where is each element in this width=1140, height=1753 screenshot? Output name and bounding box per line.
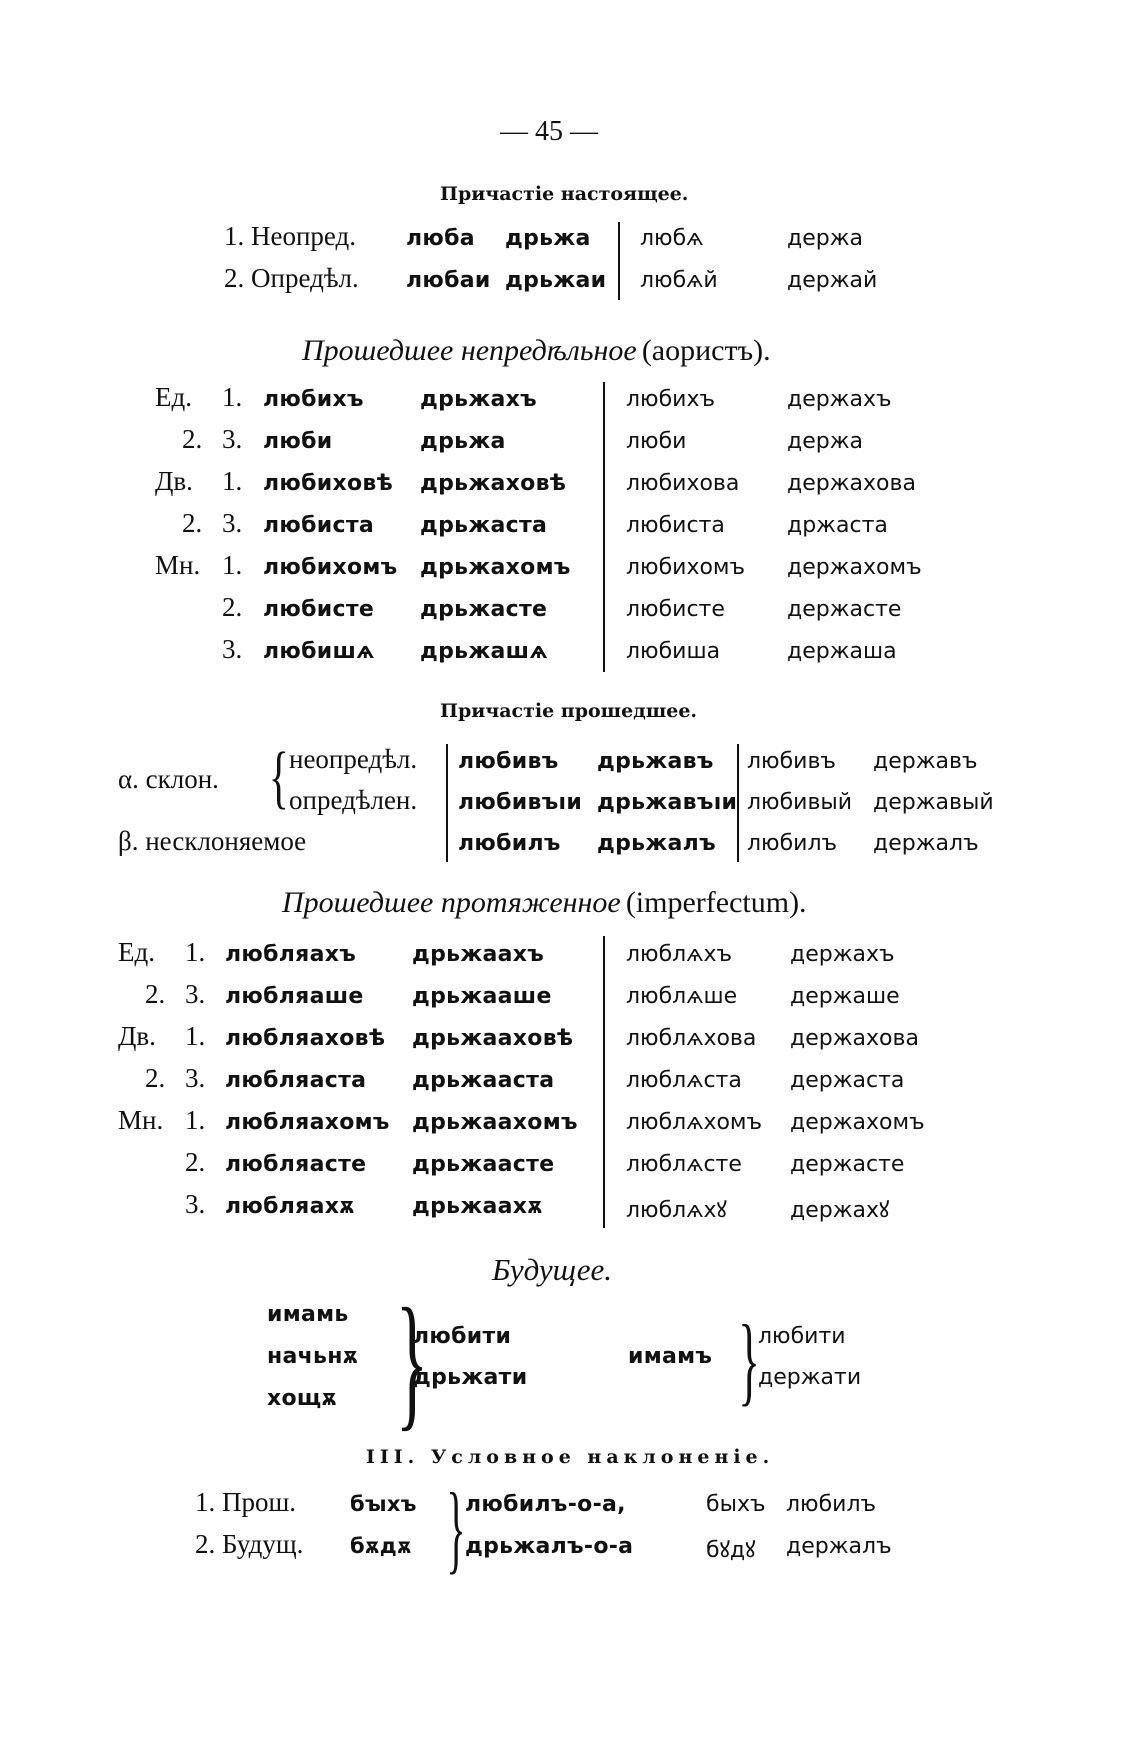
conditional-form: любилъ-о-а,: [465, 1492, 626, 1517]
infinitive-russian: держати: [758, 1365, 862, 1390]
russian-form: любѧ: [640, 226, 704, 251]
cs-form: дрьжалъ: [597, 831, 716, 856]
infinitive: любити: [413, 1324, 512, 1349]
cs-form: любиста: [263, 513, 375, 538]
russian-form: держасте: [787, 597, 902, 622]
column-divider: [603, 382, 605, 672]
aux-verb: бѫдѫ: [350, 1534, 412, 1558]
russian-form: держахꙋ: [790, 1198, 890, 1223]
person-label: 3.: [222, 508, 243, 538]
aux-verb: хощѫ: [267, 1386, 337, 1411]
aorist-title-plain: (аористъ).: [641, 334, 771, 367]
number-label: Мн.: [155, 550, 201, 580]
row-label: 2. Будущ.: [195, 1529, 304, 1559]
cs-form: дрьжаахѫ: [412, 1194, 543, 1219]
cs-form: люба: [406, 226, 475, 251]
russian-form: держаша: [787, 639, 897, 664]
row-label: 2. Опредѣл.: [224, 263, 359, 293]
column-divider: [446, 744, 448, 862]
conditional-form-russian: любилъ: [786, 1492, 877, 1517]
cs-form: дрьжаахъ: [412, 942, 545, 967]
cs-form: дрьжааста: [412, 1068, 555, 1093]
alpha-label: α. склон.: [118, 764, 219, 794]
russian-form: любисте: [626, 597, 725, 622]
number-label: Ед.: [155, 382, 192, 412]
beta-label: β. несклоняемое: [118, 826, 307, 856]
person-label: 3.: [185, 1063, 206, 1093]
russian-form: држаста: [787, 513, 888, 538]
cs-form: дрьжаасте: [412, 1152, 555, 1177]
number-label: Мн.: [118, 1105, 164, 1135]
brace-right: }: [395, 1278, 429, 1444]
person-label: 2.: [185, 1147, 206, 1177]
sub-label-indefinite: неопредѣл.: [289, 744, 418, 774]
column-divider: [737, 744, 739, 862]
cs-form: любляахъ: [225, 942, 357, 967]
person-label: 2.: [222, 592, 243, 622]
page-number: — 45 —: [500, 116, 598, 147]
russian-form: держахъ: [787, 387, 892, 412]
russian-form: любихомъ: [626, 555, 746, 580]
russian-form: любивъ: [747, 749, 836, 774]
aux-verb-russian: бꙋдꙋ: [706, 1538, 756, 1563]
cs-form: любихомъ: [263, 555, 398, 580]
russian-form: держа: [787, 429, 864, 454]
russian-form: держалъ: [873, 831, 979, 856]
conditional-form-russian: держалъ: [786, 1534, 892, 1559]
imperfect-title-plain: (imperfectum).: [625, 886, 807, 919]
person-label: 3.: [185, 1189, 206, 1219]
cs-form: дрьжаи: [505, 268, 607, 293]
cs-form: любляаховѣ: [225, 1026, 386, 1051]
number-label: Ед.: [118, 937, 155, 967]
russian-form: держа: [787, 226, 864, 251]
aux-verb-russian: быхъ: [706, 1492, 766, 1517]
section-title-aorist: [302, 334, 771, 368]
cs-form: любишѧ: [263, 639, 375, 664]
russian-form: люблѧста: [626, 1068, 742, 1093]
russian-form: держахомъ: [790, 1110, 925, 1135]
cs-form: дрьжахъ: [420, 387, 537, 412]
person-label: 1.: [222, 466, 243, 496]
row-label: 1. Прош.: [195, 1487, 297, 1517]
russian-form: люблѧхомъ: [626, 1110, 763, 1135]
number-label: 2.: [182, 424, 203, 454]
cs-form: дрьжасте: [420, 597, 548, 622]
imperfect-title-italic: Прошедшее протяженное: [282, 886, 621, 919]
conditional-form: дрьжалъ-о-а: [465, 1534, 634, 1559]
person-label: 3.: [185, 979, 206, 1009]
row-label: 1. Неопред.: [224, 221, 357, 251]
cs-form: любивъıи: [458, 790, 583, 815]
cs-form: любляаше: [225, 984, 364, 1009]
aux-verb: бꙑхъ: [350, 1492, 417, 1516]
russian-form: любивый: [747, 790, 853, 815]
cs-form: дрьжааховѣ: [412, 1026, 574, 1051]
russian-form: люблѧхова: [626, 1026, 757, 1051]
column-divider: [618, 222, 620, 300]
cs-form: любляаста: [225, 1068, 367, 1093]
cs-form: любляахѫ: [225, 1194, 355, 1219]
infinitive: дрьжати: [413, 1365, 528, 1390]
number-label: 2.: [182, 508, 203, 538]
russian-form: любихъ: [626, 387, 716, 412]
infinitive-russian: любити: [758, 1324, 846, 1349]
person-label: 1.: [185, 937, 206, 967]
number-label: 2.: [145, 979, 166, 1009]
brace-left: {: [268, 739, 289, 816]
sub-label-definite: опредѣлен.: [289, 785, 418, 815]
cs-form: любихъ: [263, 387, 364, 412]
russian-form: держаста: [790, 1068, 905, 1093]
cs-form: дрьжавъ: [597, 749, 714, 774]
russian-form: держахомъ: [787, 555, 922, 580]
russian-form: любихова: [626, 471, 740, 496]
cs-form: дрьжашѧ: [420, 639, 548, 664]
cs-form: любляахомъ: [225, 1110, 390, 1135]
person-label: 3.: [222, 634, 243, 664]
russian-form: любиста: [626, 513, 725, 538]
russian-form: держасте: [790, 1152, 905, 1177]
person-label: 3.: [222, 424, 243, 454]
russian-form: люби: [626, 429, 687, 454]
cs-form: любисте: [263, 597, 375, 622]
cs-form: дрьжааше: [412, 984, 552, 1009]
cs-form: дрьжаахомъ: [412, 1110, 578, 1135]
section-title-imperfect: [282, 886, 807, 920]
aux-verb-russian: имамъ: [628, 1344, 713, 1369]
russian-form: любилъ: [747, 831, 838, 856]
section-title-conditional: III. Условное наклоненіе.: [366, 1446, 775, 1468]
russian-form: любѧй: [640, 268, 718, 293]
cs-form: любивъ: [458, 749, 559, 774]
russian-form: держахова: [790, 1026, 919, 1051]
aux-verb: начьнѫ: [267, 1344, 359, 1369]
russian-form: держахова: [787, 471, 916, 496]
cs-form: дрьжа: [420, 429, 506, 454]
cs-form: дрьжаста: [420, 513, 548, 538]
russian-form: любиша: [626, 639, 721, 664]
brace-right: }: [446, 1472, 466, 1583]
russian-form: люблѧше: [626, 984, 738, 1009]
number-label: 2.: [145, 1063, 166, 1093]
cs-form: любляасте: [225, 1152, 367, 1177]
russian-form: держай: [787, 268, 878, 293]
cs-form: любаи: [406, 268, 491, 293]
russian-form: люблѧсте: [626, 1152, 742, 1177]
cs-form: люби: [263, 429, 333, 454]
number-label: Дв.: [118, 1021, 156, 1051]
russian-form: держаше: [790, 984, 900, 1009]
russian-form: державъ: [873, 749, 978, 774]
cs-form: дрьжа: [505, 226, 591, 251]
person-label: 1.: [185, 1021, 206, 1051]
russian-form: держахъ: [790, 942, 895, 967]
cs-form: любиховѣ: [263, 471, 394, 496]
cs-form: дрьжаховѣ: [420, 471, 567, 496]
section-title-participle-past: Причастіе прошедшее.: [440, 700, 698, 722]
aux-verb: имамь: [267, 1302, 349, 1327]
cs-form: дрьжавъıи: [597, 790, 738, 815]
number-label: Дв.: [155, 466, 193, 496]
cs-form: дрьжахомъ: [420, 555, 571, 580]
russian-form: люблѧхꙋ: [626, 1198, 727, 1223]
person-label: 1.: [222, 550, 243, 580]
person-label: 1.: [222, 382, 243, 412]
section-title-participle-present: Причастіе настоящее.: [440, 183, 689, 205]
cs-form: любилъ: [458, 831, 561, 856]
person-label: 1.: [185, 1105, 206, 1135]
russian-form: державый: [873, 790, 994, 815]
column-divider: [603, 936, 605, 1228]
section-title-future: Будущее.: [492, 1252, 613, 1287]
brace-right: }: [738, 1304, 760, 1415]
aorist-title-italic: Прошедшее непредѣльное: [302, 334, 637, 367]
russian-form: люблѧхъ: [626, 942, 733, 967]
